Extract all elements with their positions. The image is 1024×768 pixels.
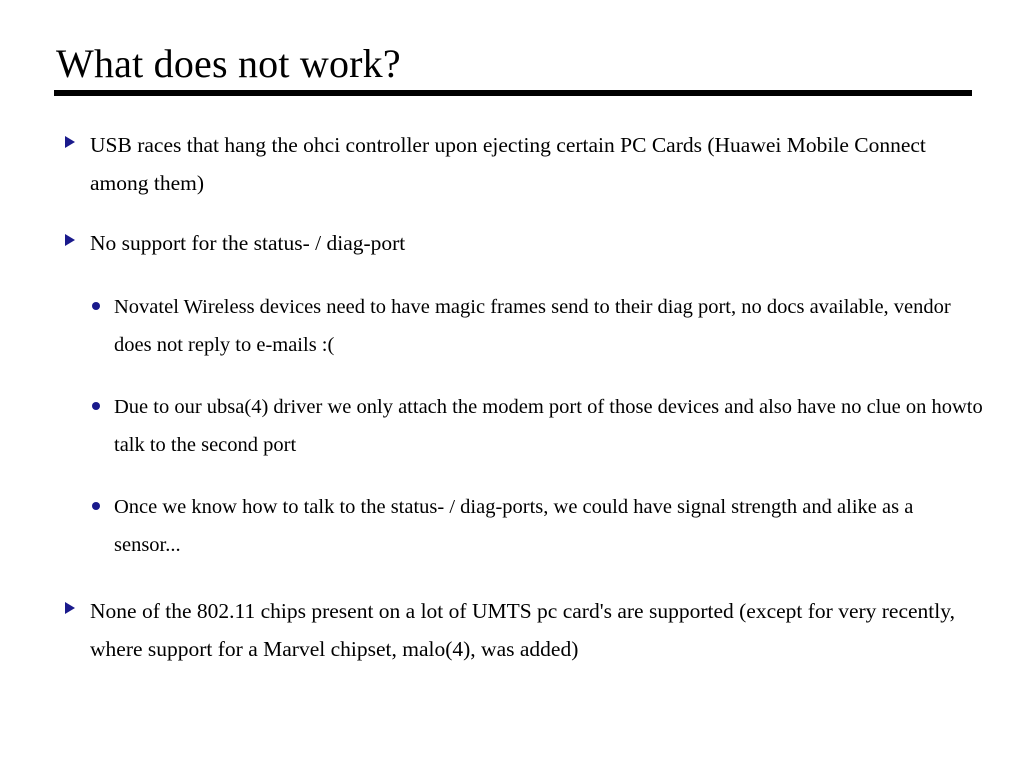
triangle-bullet-icon xyxy=(65,602,75,614)
list-item xyxy=(54,592,984,668)
sub-list xyxy=(54,288,984,564)
dot-bullet-icon xyxy=(92,302,100,310)
list-item xyxy=(54,126,984,202)
triangle-bullet-icon xyxy=(65,234,75,246)
slide-body xyxy=(54,126,984,690)
triangle-bullet-icon xyxy=(65,136,75,148)
list-item xyxy=(54,288,984,364)
list-item-text: Due to our ubsa(4) driver we only attach the modem port of those devices and also have no clue on howto talk to the second port xyxy=(114,396,983,456)
list-item xyxy=(54,224,984,262)
dot-bullet-icon xyxy=(92,502,100,510)
list-item-text: Novatel Wireless devices need to have magic frames send to their diag port, no docs available, vendor does not reply to e-mails :( xyxy=(114,296,951,356)
list-item xyxy=(54,388,984,464)
list-item xyxy=(54,488,984,564)
list-item-text: USB races that hang the ohci controller upon ejecting certain PC Cards (Huawei Mobile Connect among them) xyxy=(90,133,926,195)
list-item-text: None of the 802.11 chips present on a lot of UMTS pc card's are supported (except for very recently, where support for a Marvel chipset, malo(4), was added) xyxy=(90,599,955,661)
dot-bullet-icon xyxy=(92,402,100,410)
title-divider xyxy=(54,90,972,96)
list-item-text: Once we know how to talk to the status- / diag-ports, we could have signal strength and alike as a sensor... xyxy=(114,496,914,556)
list-item-text: No support for the status- / diag-port xyxy=(90,231,406,255)
page-title: What does not work? xyxy=(56,41,401,86)
